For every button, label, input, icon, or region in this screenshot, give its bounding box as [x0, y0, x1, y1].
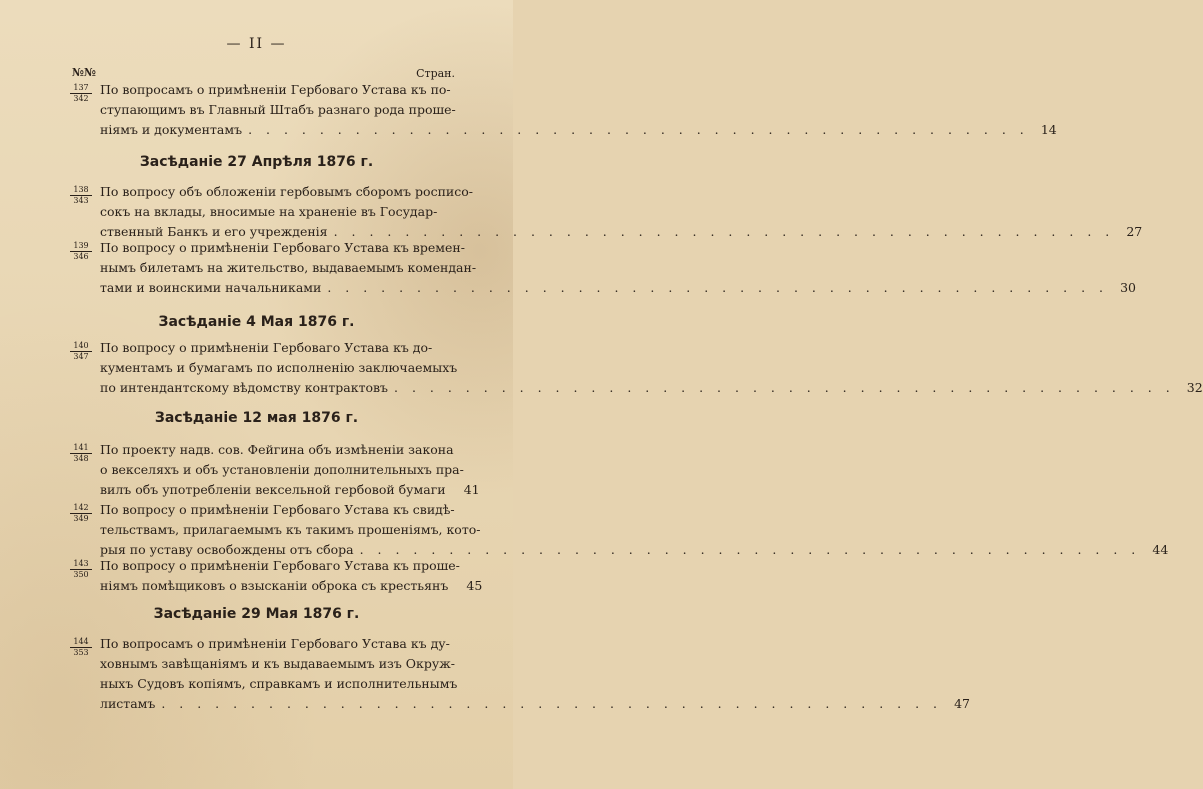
entry-line: По вопросу о примѣненіи Гербоваго Устава къ свидѣ-	[100, 502, 455, 517]
column-header-numbers: №№	[72, 66, 96, 79]
entry-line: о векселяхъ и объ установленіи дополнительныхъ пра-	[100, 462, 464, 477]
entry-line: нымъ билетамъ на жительство, выдаваемымъ комендан-	[100, 260, 477, 275]
entry-line: тельствамъ, прилагаемымъ къ такимъ прошеніямъ, кото-	[100, 522, 481, 537]
session-heading: Засѣданіе 12 мая 1876 г.	[154, 410, 359, 426]
entry-number: 140 347	[70, 342, 92, 361]
entry-page: 41	[463, 482, 480, 497]
entry-page: 47	[954, 696, 971, 711]
entry-line: листамъ . . . 47	[100, 694, 460, 714]
entry-number: 143 350	[70, 560, 92, 579]
entry-line: по интендантскому вѣдомству контрактовъ . . . 32	[100, 378, 460, 398]
entry-page: 30	[1120, 280, 1137, 295]
entry-line: кументамъ и бумагамъ по исполненію заключаемыхъ	[100, 360, 458, 375]
entry-line: рыя по уставу освобождены отъ сбора . . . 44	[100, 540, 460, 560]
entry-number: 144 353	[70, 638, 92, 657]
session-heading: Засѣданіе 4 Мая 1876 г.	[158, 314, 355, 330]
page-number: — II —	[226, 36, 287, 52]
entry-page: 32	[1186, 380, 1203, 395]
entry-page: 45	[466, 578, 483, 593]
entry-line: По вопросу о примѣненіи Гербоваго Устава къ до-	[100, 340, 433, 355]
column-header-pages: Стран.	[416, 67, 455, 80]
entry-line: сокъ на вклады, вносимые на храненіе въ Государ-	[100, 204, 438, 219]
entry-line: ступающимъ въ Главный Штабъ разнаго рода проше-	[100, 102, 456, 117]
entry-page: 14	[1040, 122, 1057, 137]
entry-line: тами и воинскими начальниками . . . 30	[100, 278, 460, 298]
entry-line: ніямъ и документамъ . . . 14	[100, 120, 460, 140]
entry-line: По вопросамъ о примѣненіи Гербоваго Устава къ ду-	[100, 636, 450, 651]
entry-number: 141 348	[70, 444, 92, 463]
entry-number: 142 349	[70, 504, 92, 523]
entry-line: По вопросу о примѣненіи Гербоваго Устава къ проше-	[100, 558, 460, 573]
entry-line: ніямъ помѣщиковъ о взысканіи оброка съ крестьянъ 45	[100, 576, 460, 596]
entry-line: ховнымъ завѣщаніямъ и къ выдаваемымъ изъ Окруж-	[100, 656, 455, 671]
entry-line: По проекту надв. сов. Фейгина объ измѣненіи закона	[100, 442, 454, 457]
entry-line: ныхъ Судовъ копіямъ, справкамъ и исполнительнымъ	[100, 676, 458, 691]
entry-number: 138 343	[70, 186, 92, 205]
entry-line: По вопросу объ обложеніи гербовымъ сборомъ росписо-	[100, 184, 473, 199]
entry-page: 44	[1152, 542, 1169, 557]
session-heading: Засѣданіе 29 Мая 1876 г.	[153, 606, 360, 622]
entry-line: вилъ объ употребленіи вексельной гербовой бумаги 41	[100, 480, 460, 500]
entry-line: ственный Банкъ и его учрежденія . . . 27	[100, 222, 460, 242]
entry-line: По вопросу о примѣненіи Гербоваго Устава къ времен-	[100, 240, 465, 255]
entry-page: 27	[1126, 224, 1143, 239]
entry-number: 139 346	[70, 242, 92, 261]
entry-number: 137 342	[70, 84, 92, 103]
session-heading: Засѣданіе 27 Апрѣля 1876 г.	[139, 154, 374, 170]
entry-line: По вопросамъ о примѣненіи Гербоваго Устава къ по-	[100, 82, 451, 97]
